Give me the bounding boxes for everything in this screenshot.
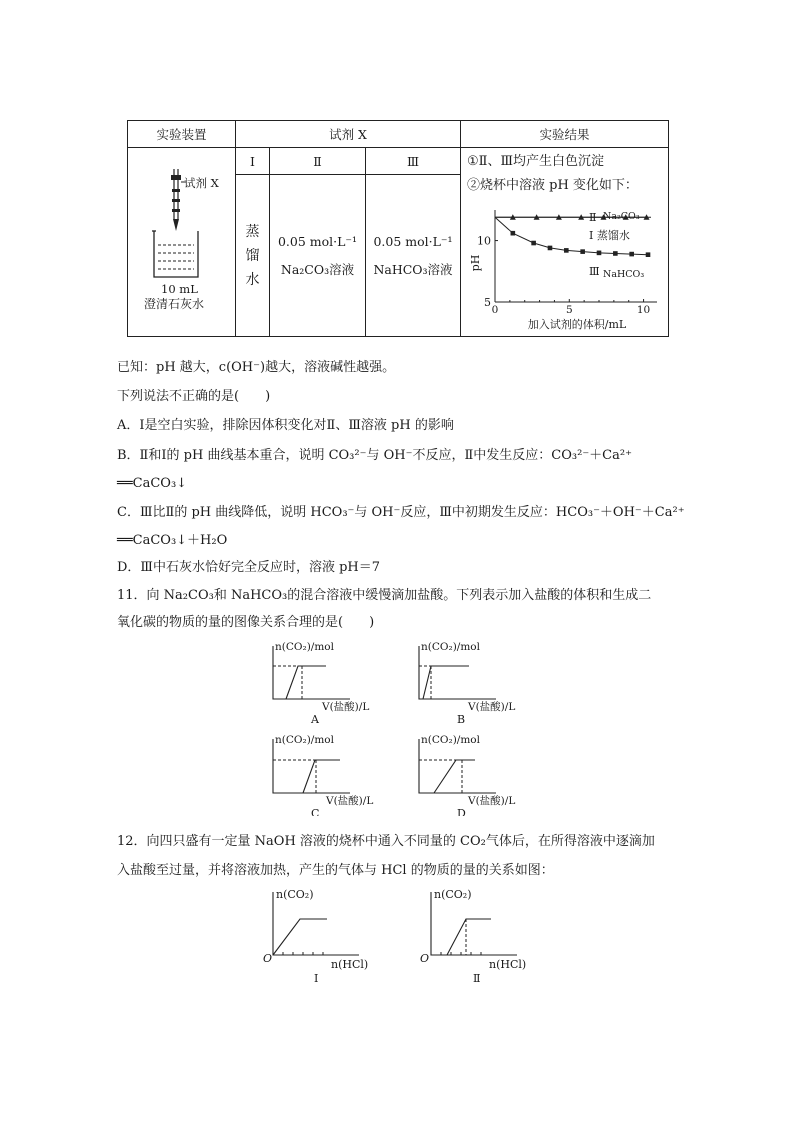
square-point [531, 241, 536, 246]
volume-label: 10 mL [161, 282, 198, 296]
q11-line1: 11．向 Na₂CO₃和 NaHCO₃的混合溶液中缓慢滴加盐酸。下列表示加入盐酸的体积和生成二 [117, 588, 652, 603]
result-line-2: ②烧杯中溶液 pH 变化如下： [467, 178, 638, 193]
option-c-line2: ══CaCO₃↓＋H₂O [117, 533, 228, 548]
x-axis-label: 加入试剂的体积/mL [527, 318, 627, 331]
graph-b-xlabel: V(盐酸)/L [468, 701, 516, 713]
x-tick-label: 0 [491, 304, 499, 316]
q12-II-origin: O [420, 952, 430, 965]
graph-c [273, 734, 373, 816]
reagent-I-cell [236, 175, 270, 337]
square-point [597, 251, 602, 256]
option-b-line1: B．Ⅱ和Ⅰ的 pH 曲线基本重合，说明 CO₃²⁻与 OH⁻不反应，Ⅱ中发生反应：CO₃²⁻＋Ca²⁺ [117, 448, 632, 463]
reagent-III-conc: 0.05 mol·L⁻¹ [373, 233, 453, 249]
option-b-line2: ══CaCO₃↓ [117, 476, 188, 491]
graph-a-ylabel: n(CO₂)/mol [275, 641, 334, 653]
label-III: Ⅲ [589, 265, 600, 278]
reagent-III-name: NaHCO₃溶液 [373, 261, 453, 277]
water-char-3: 水 [245, 271, 260, 288]
y-tick-label: 10 [477, 234, 491, 248]
reagent-III-header: Ⅲ [366, 148, 461, 175]
graph-c-xlabel: V(盐酸)/L [326, 795, 374, 807]
graph-b-letter: B [457, 713, 466, 726]
graph-a-letter: A [311, 713, 319, 726]
q12-II-label: Ⅱ [473, 972, 481, 985]
reagent-II-header: Ⅱ [270, 148, 366, 175]
q12-line2: 入盐酸至过量，并将溶液加热，产生的气体与 HCl 的物质的量的关系如图： [117, 863, 554, 878]
question-ask: 下列说法不正确的是( ) [117, 389, 271, 404]
experiment-table [127, 120, 669, 337]
reagent-III-cell [366, 175, 461, 337]
water-char-2: 馏 [245, 247, 260, 264]
y-tick-label: 5 [484, 296, 491, 309]
y-axis-label: pH [469, 254, 482, 272]
x-tick-label: 5 [565, 304, 573, 316]
device-cell [128, 148, 236, 337]
result-line-1: ①Ⅱ、Ⅲ均产生白色沉淀 [467, 154, 605, 169]
reagent-II-cell [270, 175, 366, 337]
graph-d-letter: D [457, 807, 466, 816]
q12-II-xlabel: n(HCl) [489, 958, 527, 971]
ph-chart [461, 196, 666, 336]
q12-graphs [255, 884, 545, 989]
limewater-label: 澄清石灰水 [144, 297, 205, 311]
burette-label: 试剂 X [184, 176, 219, 190]
water-char-1: 蒸 [245, 223, 260, 240]
square-point [548, 246, 553, 251]
header-device: 实验装置 [128, 121, 236, 148]
q12-I-label: Ⅰ [314, 972, 319, 985]
graph-c-letter: C [311, 807, 320, 816]
header-reagent: 试剂 X [236, 121, 461, 148]
label-I-water: Ⅰ 蒸馏水 [589, 229, 630, 242]
q11-graphs [240, 636, 570, 816]
q12-line1: 12．向四只盛有一定量 NaOH 溶液的烧杯中通入不同量的 CO₂气体后，在所得溶液中逐滴加 [117, 834, 655, 849]
graph-q12-I [263, 888, 368, 985]
square-point [613, 251, 618, 256]
graph-d-xlabel: V(盐酸)/L [468, 795, 516, 807]
graph-q12-II [420, 888, 526, 985]
graph-d [419, 734, 515, 816]
reagent-I-header: Ⅰ [236, 148, 270, 175]
reagent-II-conc: 0.05 mol·L⁻¹ [277, 233, 358, 249]
label-na2co3: Na₂CO₃ [603, 211, 640, 222]
graph-c-ylabel: n(CO₂)/mol [275, 734, 334, 746]
x-tick-label: 10 [636, 304, 651, 316]
header-result: 实验结果 [461, 121, 669, 148]
q12-II-ylabel: n(CO₂) [434, 888, 472, 901]
option-a: A．Ⅰ是空白实验，排除因体积变化对Ⅱ、Ⅲ溶液 pH 的影响 [117, 418, 454, 433]
graph-b-ylabel: n(CO₂)/mol [421, 641, 480, 653]
q11-line2: 氧化碳的物质的量的图像关系合理的是( ) [117, 615, 375, 630]
result-cell [461, 148, 669, 337]
square-point [646, 252, 651, 257]
graph-d-ylabel: n(CO₂)/mol [421, 734, 480, 746]
known-statement: 已知：pH 越大，c(OH⁻)越大，溶液碱性越强。 [117, 360, 396, 375]
q12-I-ylabel: n(CO₂) [276, 888, 314, 901]
square-point [511, 231, 516, 236]
q12-I-origin: O [263, 952, 273, 965]
option-c-line1: C．Ⅲ比Ⅱ的 pH 曲线降低，说明 HCO₃⁻与 OH⁻反应，Ⅲ中初期发生反应：HCO₃⁻＋OH⁻＋Ca²⁺ [117, 505, 685, 520]
reagent-II-name: Na₂CO₃溶液 [280, 261, 355, 277]
graph-b [419, 641, 515, 726]
apparatus-drawing [128, 149, 235, 335]
square-point [564, 248, 569, 253]
square-point [580, 249, 585, 254]
graph-a [273, 641, 369, 726]
option-d: D．Ⅲ中石灰水恰好完全反应时，溶液 pH＝7 [117, 560, 381, 575]
graph-a-xlabel: V(盐酸)/L [322, 701, 370, 713]
q12-I-xlabel: n(HCl) [331, 958, 369, 971]
label-nahco3: NaHCO₃ [603, 269, 645, 280]
square-point [629, 252, 634, 257]
label-II: Ⅱ [589, 211, 597, 224]
